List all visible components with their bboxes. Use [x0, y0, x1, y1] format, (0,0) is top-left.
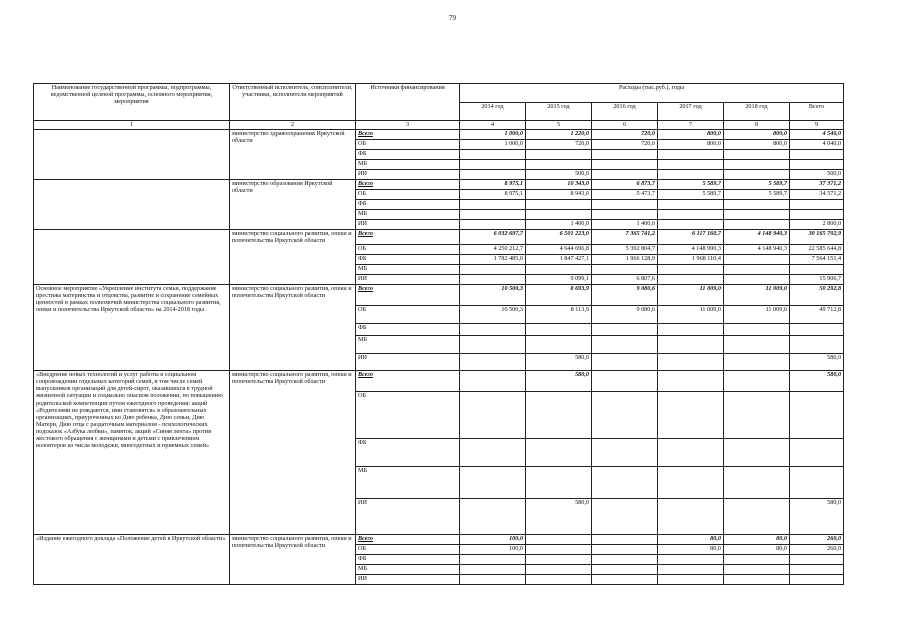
executor-cell: министерство социального развития, опеки и попечительства Иркутской области	[230, 535, 356, 585]
year-value-cell: 800,0	[658, 140, 724, 150]
year-value-cell	[658, 575, 724, 585]
header-total: Всего	[790, 102, 844, 121]
year-value-cell	[592, 354, 658, 371]
year-value-cell: 4 644 696,8	[526, 245, 592, 255]
year-value-cell	[658, 555, 724, 565]
year-value-cell	[724, 220, 790, 230]
year-value-cell	[526, 324, 592, 336]
funding-source-cell: ОБ	[356, 545, 460, 555]
year-value-cell: 8 693,9	[526, 285, 592, 306]
year-value-cell	[526, 392, 592, 439]
funding-source-cell: ОБ	[356, 190, 460, 200]
year-value-cell: 720,0	[592, 140, 658, 150]
year-value-cell	[460, 200, 526, 210]
year-value-cell: 11 009,0	[658, 285, 724, 306]
year-value-cell: 11 009,0	[724, 285, 790, 306]
total-value-cell: 4 040,0	[790, 140, 844, 150]
year-value-cell	[592, 170, 658, 180]
header-year: 2016 год	[592, 102, 658, 121]
year-value-cell	[658, 170, 724, 180]
total-value-cell: 30 165 702,9	[790, 230, 844, 245]
funding-source-cell: ИИ	[356, 220, 460, 230]
year-value-cell	[724, 255, 790, 265]
header-year: 2018 год	[724, 102, 790, 121]
total-value-cell: 49 712,8	[790, 306, 844, 324]
funding-source-cell: МБ	[356, 210, 460, 220]
funding-source-cell: ОБ	[356, 392, 460, 439]
year-value-cell	[724, 160, 790, 170]
total-value-cell	[790, 575, 844, 585]
year-value-cell	[592, 392, 658, 439]
year-value-cell	[460, 160, 526, 170]
column-number: 9	[790, 121, 844, 130]
column-number: 7	[658, 121, 724, 130]
year-value-cell	[460, 499, 526, 535]
year-value-cell	[526, 467, 592, 499]
year-value-cell	[658, 220, 724, 230]
year-value-cell: 100,0	[460, 535, 526, 545]
column-number: 5	[526, 121, 592, 130]
year-value-cell: 11 009,0	[658, 306, 724, 324]
year-value-cell: 1 847 427,1	[526, 255, 592, 265]
total-value-cell	[790, 160, 844, 170]
year-value-cell	[592, 371, 658, 392]
year-value-cell: 1 000,0	[460, 130, 526, 140]
funding-source-cell: Всего	[356, 535, 460, 545]
year-value-cell: 8 975,1	[460, 190, 526, 200]
column-number: 4	[460, 121, 526, 130]
total-value-cell: 580,0	[790, 354, 844, 371]
year-value-cell: 80,0	[724, 545, 790, 555]
year-value-cell	[724, 150, 790, 160]
year-value-cell: 8 975,1	[460, 180, 526, 190]
year-value-cell	[526, 555, 592, 565]
header-program: Наименование государственной программы, подпрограммы, ведомственной целевой программы, основного мероприятия, мероприятия	[34, 84, 230, 121]
executor-cell: министерство образования Иркутской области	[230, 180, 356, 230]
year-value-cell	[592, 575, 658, 585]
year-value-cell: 580,0	[526, 354, 592, 371]
year-value-cell	[724, 275, 790, 285]
year-value-cell	[460, 150, 526, 160]
total-value-cell	[790, 150, 844, 160]
year-value-cell: 1 782 485,0	[460, 255, 526, 265]
year-value-cell	[658, 354, 724, 371]
year-value-cell	[658, 565, 724, 575]
funding-source-cell: Всего	[356, 230, 460, 245]
header-executor: Ответственный исполнитель, соисполнители, участники, исполнители мероприятий	[230, 84, 356, 121]
year-value-cell: 5 392 804,7	[592, 245, 658, 255]
year-value-cell	[724, 324, 790, 336]
total-value-cell: 22 585 644,8	[790, 245, 844, 255]
year-value-cell	[526, 439, 592, 467]
year-value-cell	[460, 275, 526, 285]
year-value-cell: 1 966 128,9	[592, 255, 658, 265]
funding-source-cell: ИИ	[356, 275, 460, 285]
year-value-cell	[592, 535, 658, 545]
total-value-cell: 34 571,2	[790, 190, 844, 200]
total-value-cell	[790, 324, 844, 336]
year-value-cell: 9 080,6	[592, 285, 658, 306]
program-name-cell: «Внедрение новых технологий и услуг работы в социальном сопровождении отдельных категорий семей, в том числе семей выпускников организаций для детей-сирот, оказавшихся в трудной жизненной ситуации и социально опасном положении, по повышению родительской компетенции путем ежегодного проведения: акций «Родителями не рождаются, ими становятся» в образовательных организациях, приуроченных ко Дню ребенка, Дню семьи, Дню Матери, Дню отца с раздаточным материалом - психологических подсказок «Азбука любви», памяток; акций «Синяя лента» против жестокого обращения с женщинами и детьми с привлечением волонтеров из числа молодежи, многодетных и приемных семей»	[34, 371, 230, 535]
table-row	[34, 285, 844, 306]
funding-source-cell: ФБ	[356, 150, 460, 160]
year-value-cell	[592, 324, 658, 336]
year-value-cell	[460, 371, 526, 392]
funding-source-cell: ФБ	[356, 200, 460, 210]
total-value-cell	[790, 265, 844, 275]
program-name-cell	[34, 230, 230, 285]
year-value-cell	[592, 210, 658, 220]
funding-source-cell: МБ	[356, 565, 460, 575]
year-value-cell	[526, 200, 592, 210]
year-value-cell	[658, 210, 724, 220]
year-value-cell: 11 009,0	[724, 306, 790, 324]
table-row	[34, 180, 844, 190]
funding-source-cell: ОБ	[356, 306, 460, 324]
column-number: 1	[34, 121, 230, 130]
funding-source-cell: Всего	[356, 130, 460, 140]
year-value-cell	[460, 336, 526, 354]
program-name-cell: «Издание ежегодного доклада «Положение детей в Иркутской области»	[34, 535, 230, 585]
header-expenses: Расходы (тыс.руб.), годы	[460, 84, 844, 103]
year-value-cell	[460, 265, 526, 275]
year-value-cell: 5 589,7	[658, 190, 724, 200]
total-value-cell	[790, 555, 844, 565]
funding-source-cell: ИИ	[356, 499, 460, 535]
year-value-cell	[724, 336, 790, 354]
funding-source-cell: ФБ	[356, 439, 460, 467]
program-name-cell	[34, 180, 230, 230]
year-value-cell	[592, 150, 658, 160]
funding-source-cell: Всего	[356, 371, 460, 392]
year-value-cell: 6 807,6	[592, 275, 658, 285]
year-value-cell	[658, 499, 724, 535]
year-value-cell: 6 032 697,7	[460, 230, 526, 245]
executor-cell: министерство социального развития, опеки и попечительства Иркутской области	[230, 230, 356, 285]
year-value-cell	[724, 575, 790, 585]
column-number: 2	[230, 121, 356, 130]
table-row	[34, 371, 844, 392]
year-value-cell	[592, 265, 658, 275]
year-value-cell: 100,0	[460, 545, 526, 555]
year-value-cell	[592, 467, 658, 499]
total-value-cell: 2 800,0	[790, 220, 844, 230]
year-value-cell: 800,0	[724, 130, 790, 140]
year-value-cell: 4 148 940,3	[724, 230, 790, 245]
funding-source-cell: ОБ	[356, 245, 460, 255]
year-value-cell: 720,0	[592, 130, 658, 140]
year-value-cell	[724, 555, 790, 565]
year-value-cell: 800,0	[724, 140, 790, 150]
year-value-cell: 9 080,6	[592, 306, 658, 324]
column-number: 8	[724, 121, 790, 130]
program-name-cell	[34, 130, 230, 180]
total-value-cell	[790, 336, 844, 354]
page-number: 79	[449, 14, 456, 22]
year-value-cell	[658, 371, 724, 392]
year-value-cell	[526, 160, 592, 170]
year-value-cell	[724, 565, 790, 575]
year-value-cell: 5 473,7	[592, 190, 658, 200]
year-value-cell	[724, 499, 790, 535]
header-year: 2014 год	[460, 102, 526, 121]
year-value-cell: 10 500,3	[460, 306, 526, 324]
year-value-cell	[592, 545, 658, 555]
year-value-cell	[460, 324, 526, 336]
year-value-cell	[658, 150, 724, 160]
year-value-cell: 5 589,7	[724, 180, 790, 190]
year-value-cell	[658, 392, 724, 439]
year-value-cell	[460, 555, 526, 565]
funding-source-cell: ФБ	[356, 555, 460, 565]
total-value-cell	[790, 467, 844, 499]
funding-source-cell: ИИ	[356, 575, 460, 585]
year-value-cell: 9 099,1	[526, 275, 592, 285]
year-value-cell	[460, 439, 526, 467]
year-value-cell	[658, 265, 724, 275]
year-value-cell: 6 117 160,7	[658, 230, 724, 245]
funding-source-cell: МБ	[356, 160, 460, 170]
year-value-cell	[526, 210, 592, 220]
total-value-cell: 260,0	[790, 545, 844, 555]
year-value-cell: 6 501 223,0	[526, 230, 592, 245]
year-value-cell: 5 589,7	[724, 190, 790, 200]
year-value-cell: 720,0	[526, 140, 592, 150]
funding-source-cell: Всего	[356, 180, 460, 190]
funding-source-cell: МБ	[356, 467, 460, 499]
total-value-cell: 500,0	[790, 170, 844, 180]
year-value-cell: 10 500,3	[460, 285, 526, 306]
funding-source-cell: МБ	[356, 265, 460, 275]
total-value-cell: 260,0	[790, 535, 844, 545]
year-value-cell: 1 000,0	[460, 140, 526, 150]
year-value-cell	[724, 439, 790, 467]
year-value-cell: 1 220,0	[526, 130, 592, 140]
total-value-cell	[790, 210, 844, 220]
year-value-cell	[592, 439, 658, 467]
year-value-cell	[460, 220, 526, 230]
total-value-cell	[790, 200, 844, 210]
column-number: 6	[592, 121, 658, 130]
financing-table	[33, 83, 844, 585]
year-value-cell	[724, 200, 790, 210]
year-value-cell: 10 343,0	[526, 180, 592, 190]
column-number: 3	[356, 121, 460, 130]
executor-cell: министерство социального развития, опеки и попечительства Иркутской области	[230, 371, 356, 535]
total-value-cell: 7 564 151,4	[790, 255, 844, 265]
year-value-cell	[724, 265, 790, 275]
funding-source-cell: ФБ	[356, 324, 460, 336]
year-value-cell: 580,0	[526, 499, 592, 535]
year-value-cell	[658, 275, 724, 285]
year-value-cell: 8 113,9	[526, 306, 592, 324]
funding-source-cell: Всего	[356, 285, 460, 306]
header-year: 2015 год	[526, 102, 592, 121]
total-value-cell: 580,0	[790, 371, 844, 392]
year-value-cell	[526, 565, 592, 575]
year-value-cell	[592, 499, 658, 535]
year-value-cell: 1 968 110,4	[658, 255, 724, 265]
total-value-cell: 37 371,2	[790, 180, 844, 190]
year-value-cell: 4 250 212,7	[460, 245, 526, 255]
year-value-cell: 580,0	[526, 371, 592, 392]
funding-source-cell: ИИ	[356, 354, 460, 371]
year-value-cell	[658, 467, 724, 499]
year-value-cell: 80,0	[658, 545, 724, 555]
program-name-cell: Основное мероприятие «Укрепление института семьи, поддержание престижа материнства и отцовства, развитие и сохранение семейных ценностей в рамках полномочий министерства социального развития, опеки и попечительства Иркутской области» на 2014-2018 годы	[34, 285, 230, 371]
year-value-cell	[460, 170, 526, 180]
year-value-cell	[724, 392, 790, 439]
year-value-cell: 5 589,7	[658, 180, 724, 190]
year-value-cell	[460, 210, 526, 220]
total-value-cell: 50 292,8	[790, 285, 844, 306]
year-value-cell	[658, 439, 724, 467]
total-value-cell: 580,0	[790, 499, 844, 535]
year-value-cell	[526, 535, 592, 545]
year-value-cell	[658, 336, 724, 354]
year-value-cell	[658, 324, 724, 336]
funding-source-cell: ИИ	[356, 170, 460, 180]
year-value-cell	[460, 392, 526, 439]
executor-cell: министерство здравоохранения Иркутской области	[230, 130, 356, 180]
funding-source-cell: ФБ	[356, 255, 460, 265]
total-value-cell	[790, 392, 844, 439]
year-value-cell	[526, 575, 592, 585]
year-value-cell	[592, 565, 658, 575]
funding-source-cell: МБ	[356, 336, 460, 354]
table-row	[34, 130, 844, 140]
year-value-cell: 4 148 990,3	[658, 245, 724, 255]
year-value-cell	[526, 265, 592, 275]
year-value-cell	[724, 170, 790, 180]
year-value-cell: 8 943,0	[526, 190, 592, 200]
year-value-cell: 500,0	[526, 170, 592, 180]
year-value-cell	[724, 210, 790, 220]
year-value-cell: 4 148 940,3	[724, 245, 790, 255]
table-row	[34, 535, 844, 545]
year-value-cell: 6 873,7	[592, 180, 658, 190]
year-value-cell	[526, 150, 592, 160]
year-value-cell: 80,0	[658, 535, 724, 545]
table-row	[34, 230, 844, 245]
year-value-cell	[724, 371, 790, 392]
header-year: 2017 год	[658, 102, 724, 121]
total-value-cell: 4 540,0	[790, 130, 844, 140]
year-value-cell: 80,0	[724, 535, 790, 545]
year-value-cell	[460, 575, 526, 585]
year-value-cell	[724, 354, 790, 371]
year-value-cell	[526, 545, 592, 555]
year-value-cell: 800,0	[658, 130, 724, 140]
year-value-cell	[460, 354, 526, 371]
year-value-cell: 1 400,0	[592, 220, 658, 230]
year-value-cell	[592, 555, 658, 565]
total-value-cell	[790, 439, 844, 467]
year-value-cell	[658, 200, 724, 210]
funding-source-cell: ОБ	[356, 140, 460, 150]
year-value-cell	[460, 565, 526, 575]
year-value-cell	[724, 467, 790, 499]
year-value-cell: 7 365 741,2	[592, 230, 658, 245]
year-value-cell	[526, 336, 592, 354]
header-source: Источники финансирования	[356, 84, 460, 121]
year-value-cell	[592, 160, 658, 170]
year-value-cell	[592, 336, 658, 354]
year-value-cell	[592, 200, 658, 210]
total-value-cell: 15 906,7	[790, 275, 844, 285]
total-value-cell	[790, 565, 844, 575]
executor-cell: министерство социального развития, опеки и попечительства Иркутской области	[230, 285, 356, 371]
year-value-cell	[460, 467, 526, 499]
year-value-cell	[658, 160, 724, 170]
year-value-cell: 1 400,0	[526, 220, 592, 230]
